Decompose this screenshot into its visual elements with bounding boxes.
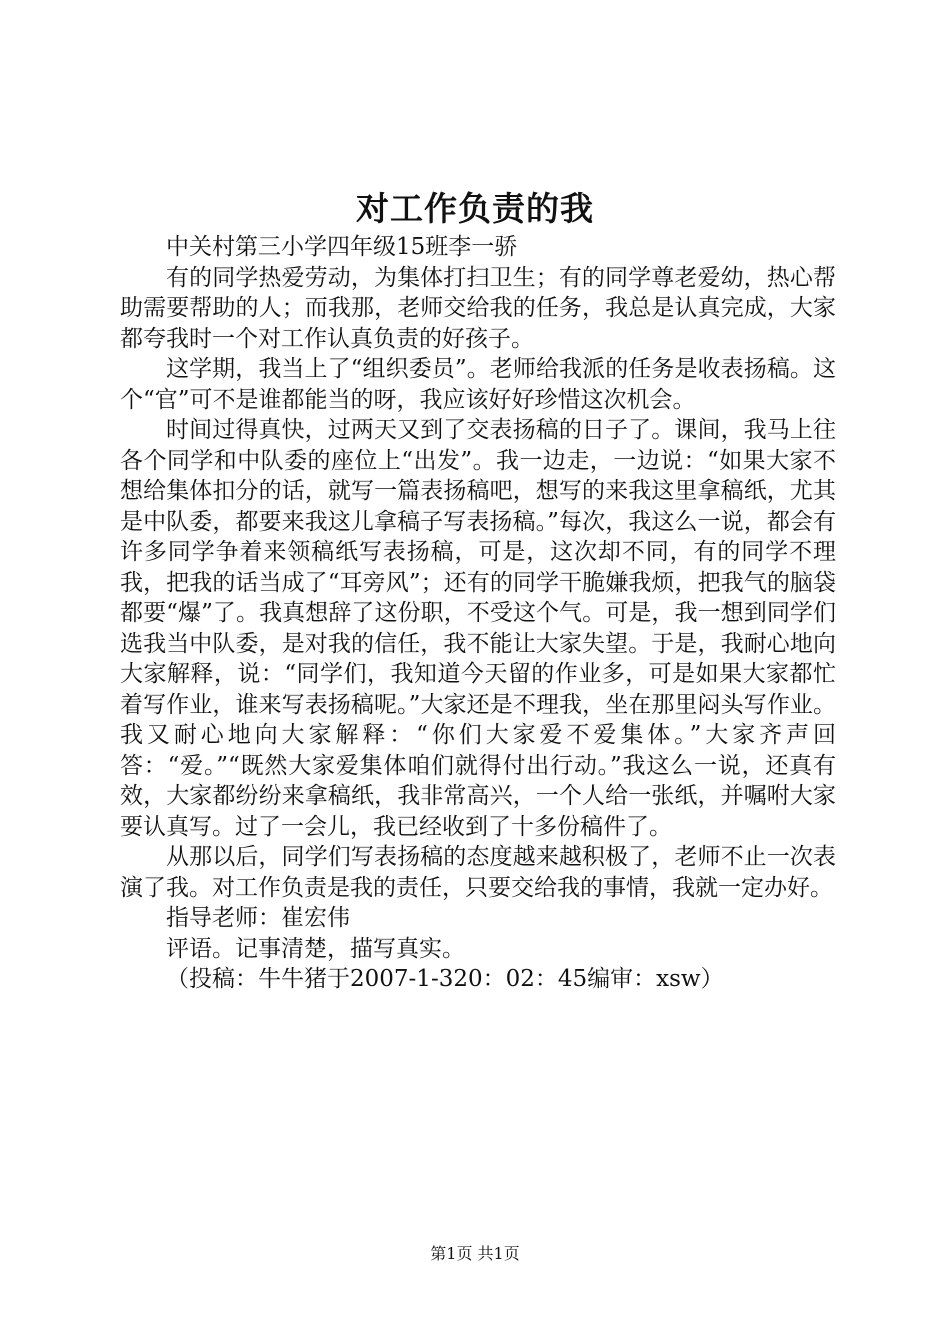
paragraph-4: 从那以后，同学们写表扬稿的态度越来越积极了，老师不止一次表演了我。对工作负责是我的责任，只要交给我的事情，我就一定办好。: [120, 844, 836, 901]
page-footer: 第1页 共1页: [430, 1244, 520, 1263]
document-body: [120, 232, 836, 995]
paragraph-2: 这学期，我当上了“组织委员”。老师给我派的任务是收表扬稿。这个“官”可不是谁都能当的呀，我应该好好珍惜这次机会。: [120, 356, 836, 413]
paragraph-3: 时间过得真快，过两天又到了交表扬稿的日子了。课间，我马上往各个同学和中队委的座位上“出发”。我一边走，一边说：“如果大家不想给集体扣分的话，就写一篇表扬稿吧，想写的来我这里拿稿纸，尤其是中队委，都要来我这儿拿稿子写表扬稿。”每次，我这么一说，都会有许多同学争着来领稿纸写表扬稿，可是，这次却不同，有的同学不理我，把我的话当成了“耳旁风”；还有的同学干脆嫌我烦，把我气的脑袋都要“爆”了。我真想辞了这份职，不受这个气。可是，我一想到同学们选我当中队委，是对我的信任，我不能让大家失望。于是，我耐心地向大家解释，说：“同学们，我知道今天留的作业多，可是如果大家都忙着写作业，谁来写表扬稿呢。”大家还是不理我，坐在那里闷头写作业。我又耐心地向大家解释：“你们大家爱不爱集体。”大家齐声回答：“爱。”“既然大家爱集体咱们就得付出行动。”我这么一说，还真有效，大家都纷纷来拿稿纸，我非常高兴，一个人给一张纸，并嘱咐大家要认真写。过了一会儿，我已经收到了十多份稿件了。: [120, 417, 836, 840]
document-title: 对工作负责的我: [356, 189, 594, 228]
submission-line: （投稿：牛牛猪于2007-1-320：02：45编审：xsw）: [166, 966, 724, 992]
paragraph-1: 有的同学热爱劳动，为集体打扫卫生；有的同学尊老爱幼，热心帮助需要帮助的人；而我那，老师交给我的任务，我总是认真完成，大家都夸我时一个对工作认真负责的好孩子。: [120, 264, 836, 352]
comment-line: 评语。记事清楚，描写真实。: [166, 935, 465, 962]
author-line: 中关村第三小学四年级15班李一骄: [166, 234, 518, 260]
teacher-line: 指导老师：崔宏伟: [166, 905, 350, 931]
